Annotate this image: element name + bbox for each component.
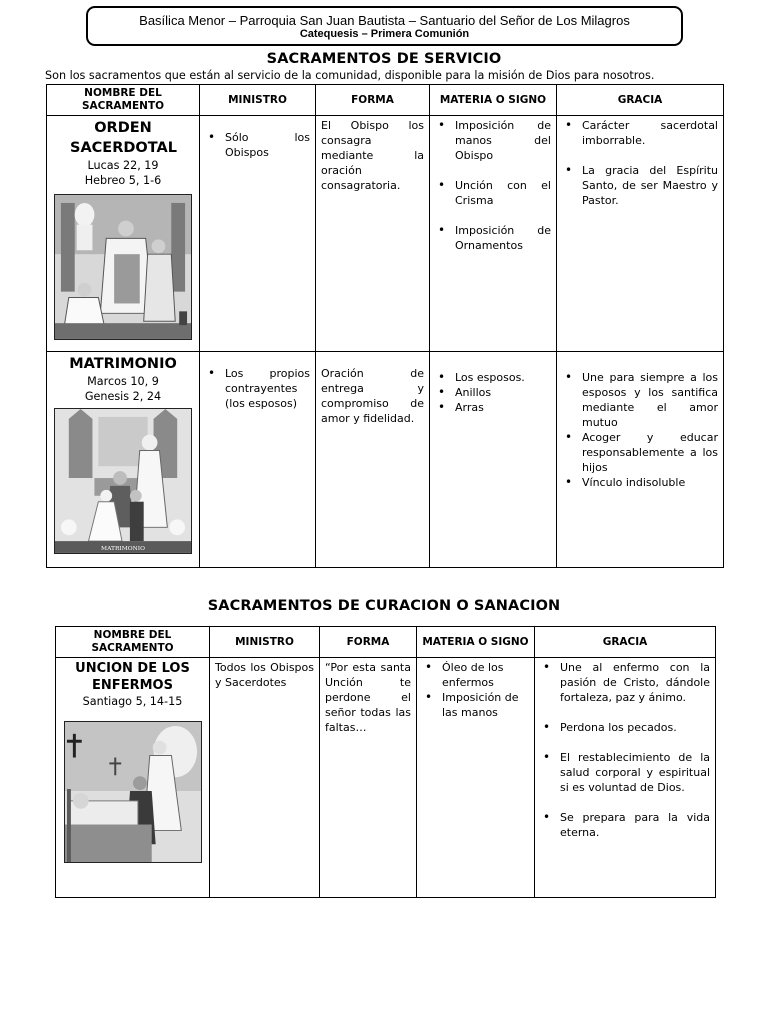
col-header-ministro: MINISTRO bbox=[210, 627, 320, 658]
sacrament-name: MATRIMONIO bbox=[69, 356, 177, 372]
list-item: • Une para siempre a los esposos y los santifica mediante el amor mutuo bbox=[562, 370, 718, 430]
materia-cell bbox=[417, 658, 535, 898]
list-item: • Sólo los Obispos bbox=[205, 130, 310, 160]
col-header-nombre: NOMBRE DEL SACRAMENTO bbox=[56, 627, 210, 658]
list-item: • Imposición de las manos bbox=[422, 690, 529, 720]
list-item: • Imposición de Ornamentos bbox=[435, 223, 551, 253]
section-title-servicio: SACRAMENTOS DE SERVICIO bbox=[266, 51, 502, 67]
list-item: • Une al enfermo con la pasión de Cristo, dándole fortaleza, paz y ánimo. bbox=[540, 660, 710, 705]
anointing-image bbox=[64, 721, 202, 863]
col-header-gracia: GRACIA bbox=[557, 85, 724, 116]
header-subtitle: Catequesis – Primera Comunión bbox=[299, 28, 470, 40]
table-header-row bbox=[47, 85, 724, 116]
table-curacion bbox=[55, 626, 716, 898]
table-row bbox=[47, 116, 724, 352]
matrimony-image bbox=[54, 408, 192, 554]
header-parish: Basílica Menor – Parroquia San Juan Bautista – Santuario del Señor de Los Milagros bbox=[139, 13, 630, 28]
forma-text: Oración de entrega y compromiso de amor y fidelidad. bbox=[321, 367, 424, 425]
sacrament-name-cell bbox=[47, 352, 200, 568]
list-item: • Unción con el Crisma bbox=[435, 178, 551, 208]
list-item: • Imposición de manos del Obispo bbox=[435, 118, 551, 163]
image-caption-text: MATRIMONIO bbox=[101, 545, 145, 552]
header-box bbox=[86, 6, 683, 46]
col-header-forma: FORMA bbox=[320, 627, 417, 658]
list-item: • Se prepara para la vida eterna. bbox=[540, 810, 710, 840]
forma-cell bbox=[320, 658, 417, 898]
table-header-row bbox=[56, 627, 716, 658]
sacrament-name-cell bbox=[47, 116, 200, 352]
bible-reference: Genesis 2, 24 bbox=[84, 390, 162, 403]
list-item: • La gracia del Espíritu Santo, de ser Maestro y Pastor. bbox=[562, 163, 718, 208]
ministro-cell bbox=[200, 116, 316, 352]
materia-cell bbox=[430, 352, 557, 568]
list-item: • Óleo de los enfermos bbox=[422, 660, 529, 690]
ministro-cell bbox=[210, 658, 320, 898]
forma-cell bbox=[316, 116, 430, 352]
bible-reference: Hebreo 5, 1-6 bbox=[84, 174, 162, 187]
col-header-ministro: MINISTRO bbox=[200, 85, 316, 116]
sacrament-name-cell bbox=[56, 658, 210, 898]
list-item: • Anillos bbox=[435, 385, 551, 400]
gracia-cell bbox=[557, 352, 724, 568]
intro-text: Son los sacramentos que están al servicio de la comunidad, disponible para la misión de Dios para nosotros. bbox=[45, 69, 655, 82]
col-header-forma: FORMA bbox=[316, 85, 430, 116]
sacrament-name: ORDEN SACERDOTAL bbox=[70, 120, 177, 156]
ordination-image bbox=[54, 194, 192, 340]
list-item: • El restablecimiento de la salud corporal y espiritual si es voluntad de Dios. bbox=[540, 750, 710, 795]
col-header-materia: MATERIA O SIGNO bbox=[417, 627, 535, 658]
col-header-nombre: NOMBRE DEL SACRAMENTO bbox=[47, 85, 200, 116]
list-item: • Arras bbox=[435, 400, 551, 415]
forma-text: El Obispo los consagra mediante la oración consagratoria. bbox=[321, 119, 424, 192]
materia-cell bbox=[430, 116, 557, 352]
section-title-curacion: SACRAMENTOS DE CURACION O SANACION bbox=[207, 598, 561, 614]
forma-text: “Por esta santa Unción te perdone el señor todas las faltas… bbox=[325, 661, 411, 734]
list-item: • Perdona los pecados. bbox=[540, 720, 710, 735]
table-row bbox=[47, 352, 724, 568]
list-item: • Los esposos. bbox=[435, 370, 551, 385]
col-header-materia: MATERIA O SIGNO bbox=[430, 85, 557, 116]
table-row bbox=[56, 658, 716, 898]
ministro-text: Todos los Obispos y Sacerdotes bbox=[215, 661, 314, 689]
ministro-cell bbox=[200, 352, 316, 568]
list-item: • Vínculo indisoluble bbox=[562, 475, 718, 490]
list-item: • Carácter sacerdotal imborrable. bbox=[562, 118, 718, 148]
sacrament-name: UNCION DE LOS ENFERMOS bbox=[75, 661, 190, 693]
bible-reference: Santiago 5, 14-15 bbox=[82, 695, 183, 708]
bible-reference: Marcos 10, 9 bbox=[87, 375, 159, 388]
gracia-cell bbox=[535, 658, 716, 898]
forma-cell bbox=[316, 352, 430, 568]
gracia-cell bbox=[557, 116, 724, 352]
list-item: • Acoger y educar responsablemente a los hijos bbox=[562, 430, 718, 475]
bible-reference: Lucas 22, 19 bbox=[87, 159, 159, 172]
col-header-gracia: GRACIA bbox=[535, 627, 716, 658]
table-servicio bbox=[46, 84, 724, 568]
list-item: • Los propios contrayentes (los esposos) bbox=[205, 366, 310, 411]
